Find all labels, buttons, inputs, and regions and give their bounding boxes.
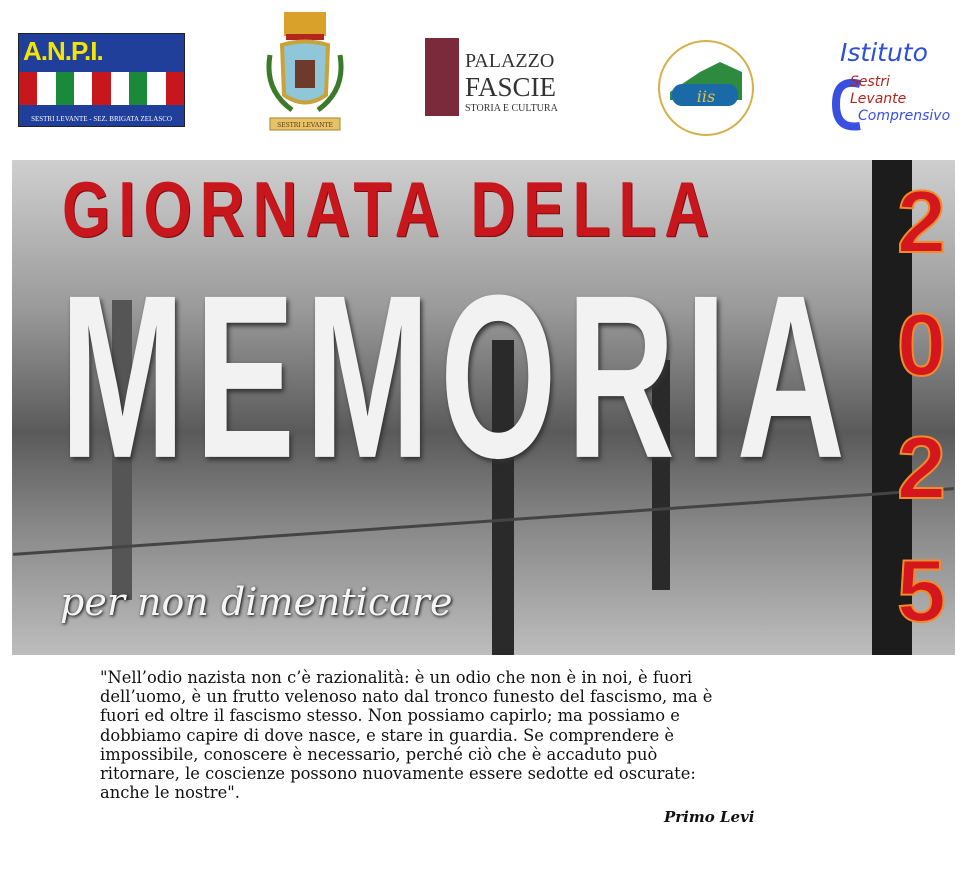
istituto-line4: Comprensivo xyxy=(858,108,951,124)
palazzo-fascie-logo xyxy=(425,28,580,118)
flag-stripe xyxy=(166,72,184,105)
title-giornata-della: GIORNATA DELLA xyxy=(62,167,718,254)
anpi-title: A.N.P.I. xyxy=(23,36,103,66)
year-2025 xyxy=(884,160,959,652)
palazzo-line2: FASCIE xyxy=(465,72,557,102)
flag-stripe xyxy=(147,72,165,105)
anpi-logo xyxy=(18,33,185,127)
istituto-line3: Levante xyxy=(850,91,907,107)
flag-stripe xyxy=(56,72,74,105)
flag-stripe xyxy=(37,72,55,105)
year-digit: 2 xyxy=(897,172,946,271)
flag-stripe xyxy=(19,72,37,105)
flag-stripe xyxy=(111,72,129,105)
anpi-flag-stripes xyxy=(19,72,184,105)
year-digit: 0 xyxy=(897,295,946,394)
crest-label: SESTRI LEVANTE xyxy=(277,122,333,129)
primo-levi-quote: "Nell’odio nazista non c’è razionalità: è un odio che non è in noi, è fuori dell’uomo, è un frutto velenoso nato dal tronco funesto del fascismo, ma è fuori ed oltre il fascismo stesso. Non possiamo capirlo; ma possiamo e dobbiamo capire di dove nasce, e stare in guardia. Se comprendere è impossibile, conoscere è necessario, perché ciò che è accaduto può ritornare, le coscienze possono nuovamente essere sedotte ed oscurate: anche le nostre". xyxy=(100,668,713,803)
title-memoria: MEMORIA xyxy=(60,246,855,507)
flag-stripe xyxy=(129,72,147,105)
memoria-banner xyxy=(12,160,955,655)
istituto-line1: Istituto xyxy=(840,38,928,67)
istituto-line2: Sestri xyxy=(850,74,890,90)
tower-icon xyxy=(425,38,459,116)
subtitle-per-non-dimenticare: per non dimenticare xyxy=(60,580,453,624)
flag-stripe xyxy=(92,72,110,105)
iis-label: iis xyxy=(696,87,716,106)
quote-author: Primo Levi xyxy=(664,808,755,826)
year-digit: 5 xyxy=(897,541,946,640)
istituto-comprensivo-logo xyxy=(828,38,958,133)
palazzo-line1: PALAZZO xyxy=(465,50,555,72)
palazzo-line3: STORIA E CULTURA xyxy=(465,103,558,114)
year-digit: 2 xyxy=(897,418,946,517)
anpi-subtitle: SESTRI LEVANTE - SEZ. BRIGATA ZELASCO xyxy=(31,115,172,123)
sestri-levante-crest-logo xyxy=(262,10,348,135)
flag-stripe xyxy=(74,72,92,105)
iis-natta-logo xyxy=(658,40,754,136)
